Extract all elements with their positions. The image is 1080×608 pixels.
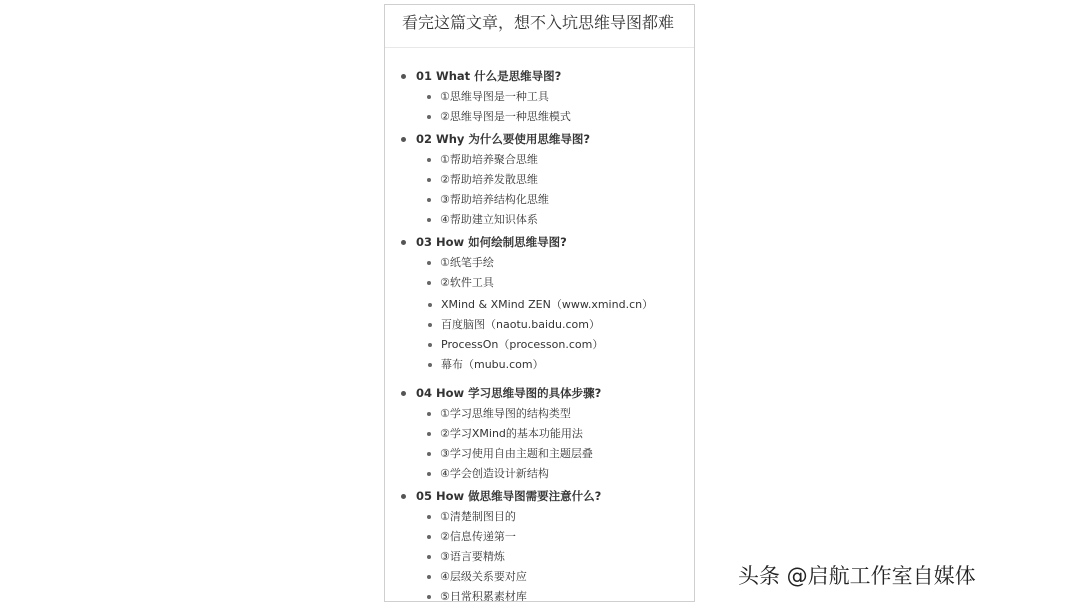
section-items [416,253,694,295]
software-tools-list [416,295,694,383]
section-heading[interactable]: 04 How 学习思维导图的具体步骤? [416,383,694,404]
toc-item[interactable]: ⑤日常积累素材库 [440,587,694,602]
watermark-text: 头条 @启航工作室自媒体 [738,564,976,588]
toc-item[interactable]: ①纸笔手绘 [440,253,694,273]
toc-panel [384,4,695,602]
article-title: 看完这篇文章，想不入坑思维导图都难 [385,5,694,48]
toc-section-how-notes [385,486,694,602]
toc-item[interactable]: ④学会创造设计新结构 [440,464,694,484]
toc-item[interactable]: ②帮助培养发散思维 [440,170,694,190]
tool-item-xmind[interactable]: XMind & XMind ZEN（www.xmind.cn） [441,295,694,315]
section-heading[interactable]: 01 What 什么是思维导图? [416,66,694,87]
section-heading[interactable]: 05 How 做思维导图需要注意什么? [416,486,694,507]
section-items [416,150,694,232]
tool-item-baidu-naotu[interactable]: 百度脑图（naotu.baidu.com） [441,315,694,335]
toc-section-how-steps [385,383,694,486]
toc-item[interactable]: ③语言要精炼 [440,547,694,567]
toc-section-what [385,66,694,129]
table-of-contents [385,48,694,602]
section-items [416,87,694,129]
section-heading[interactable]: 03 How 如何绘制思维导图? [416,232,694,253]
toc-section-how-draw [385,232,694,383]
tool-item-processon[interactable]: ProcessOn（processon.com） [441,335,694,355]
toc-item[interactable]: ①清楚制图目的 [440,507,694,527]
toc-item[interactable]: ①思维导图是一种工具 [440,87,694,107]
toc-item[interactable]: ③帮助培养结构化思维 [440,190,694,210]
toc-item[interactable]: ④层级关系要对应 [440,567,694,587]
section-heading[interactable]: 02 Why 为什么要使用思维导图? [416,129,694,150]
toc-item[interactable]: ③学习使用自由主题和主题层叠 [440,444,694,464]
toc-item[interactable]: ②学习XMind的基本功能用法 [440,424,694,444]
toc-item[interactable]: ①学习思维导图的结构类型 [440,404,694,424]
toc-item[interactable]: ①帮助培养聚合思维 [440,150,694,170]
toc-item[interactable]: ②软件工具 [440,273,694,293]
toc-item[interactable]: ②信息传递第一 [440,527,694,547]
section-items [416,404,694,486]
tool-item-mubu[interactable]: 幕布（mubu.com） [441,355,694,375]
toc-item[interactable]: ②思维导图是一种思维模式 [440,107,694,127]
toc-item[interactable]: ④帮助建立知识体系 [440,210,694,230]
toc-section-why [385,129,694,232]
section-items [416,507,694,602]
